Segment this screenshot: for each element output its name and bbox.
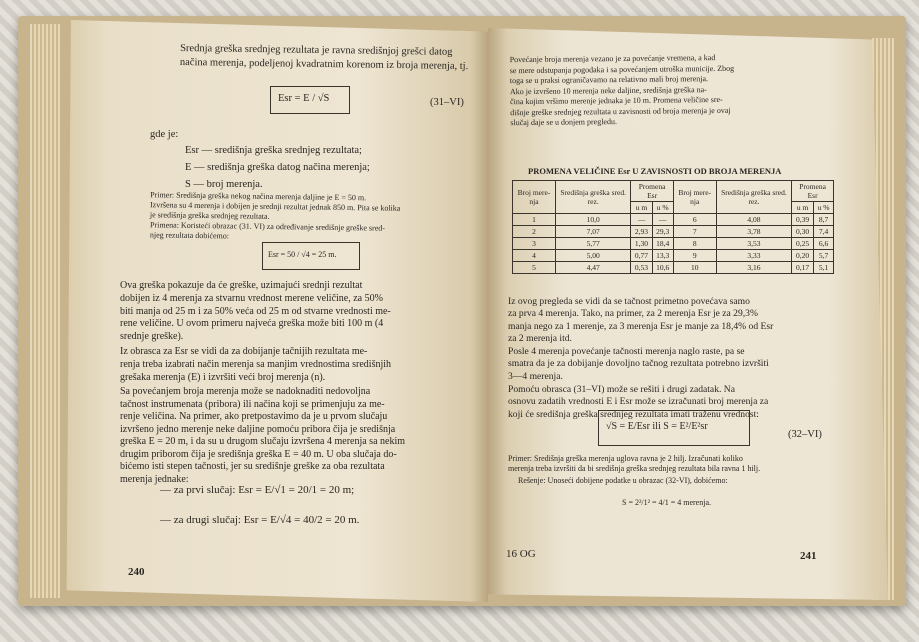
- text-line: renje veličina. Na primer, ako pretpostavimo da je u prvom slučaju: [120, 411, 388, 422]
- formula-number: (32–VI): [788, 429, 822, 440]
- table-title: PROMENA VELIČINE Esr U ZAVISNOSTI OD BROJA MERENJA: [528, 166, 782, 176]
- text-line: čina kojim vršimo merenje jednaka je 10 m. Promena veličine sre-: [510, 94, 723, 107]
- cell: 4: [513, 250, 556, 262]
- cell: 5: [513, 262, 556, 274]
- formula-example: Esr = 50 / √4 = 25 m.: [268, 250, 337, 259]
- text-line: Pomoću obrasca (31–VI) može se rešiti i drugi zadatak. Na: [508, 384, 735, 395]
- text-line: slučaj daje se u donjem pregledu.: [510, 117, 618, 128]
- definitions: [185, 142, 370, 193]
- text-line: dobijen iz 4 merenja za stvarnu vrednost merene veličine, za 50%: [120, 292, 383, 304]
- gde-je-label: gde je:: [150, 129, 179, 140]
- def-line: E — središnja greška datog načina merenja;: [185, 162, 370, 173]
- cell: 6,6: [814, 238, 834, 250]
- signature-mark: 16 OG: [506, 548, 536, 560]
- text-line: manja nego za 1 merenje, za 3 merenja Esr je manje za 18,4% od Esr: [508, 320, 774, 332]
- left-para-2: [120, 346, 391, 384]
- cell: 7,07: [555, 226, 630, 238]
- text-line: se mere odstupanja pogodaka i sa povećanjem utroška municije. Zbog: [509, 63, 735, 75]
- cell: 13,3: [652, 250, 673, 262]
- table-row: [513, 226, 834, 238]
- cell: 4,47: [555, 262, 630, 274]
- def-line: Esr — središnja greška srednjeg rezultata;: [185, 145, 362, 156]
- text-line: Posle 4 merenja povećanje tačnosti merenja naglo raste, pa se: [508, 346, 745, 357]
- formula-number: (31–VI): [430, 97, 464, 108]
- text-line: bićemo isti stepen tačnosti, jer su središnje greške za oba rezultata: [120, 461, 385, 472]
- cell: 0,17: [792, 262, 814, 274]
- text-line: Primer: Središnja greška nekog načina merenja daljine je E = 50 m.: [150, 190, 367, 203]
- cell: 29,3: [652, 226, 673, 238]
- col-sred: Središnja greška sred. rez.: [555, 181, 630, 214]
- cell: 8,7: [814, 214, 834, 226]
- col-upct: u %: [652, 202, 673, 214]
- cell: 10: [673, 262, 716, 274]
- text-line: greška E = 20 m, i da su u drugom slučaju izvršena 4 merenja sa nekim: [120, 436, 406, 447]
- text-line: načina merenja, podeljenoj kvadratnim korenom iz broja merenja, tj.: [179, 56, 469, 72]
- resenje-line: Rešenje: Unoseći dobijene podatke u obrazac (32-VI), dobićemo:: [518, 476, 728, 485]
- text-line: Iz obrasca za Esr se vidi da za dobijanje tačnijih rezultata me-: [120, 346, 368, 357]
- cell: 3: [513, 238, 556, 250]
- cell: 5,77: [555, 238, 630, 250]
- case-1-formula: — za prvi slučaj: Esr = E/√1 = 20/1 = 20 m;: [160, 484, 355, 496]
- cell: 10,6: [652, 262, 673, 274]
- text-line: za prva 4 merenja. Tako, na primer, za 2 merenja Esr je za 29,3%: [508, 308, 758, 320]
- text-line: grešaka merenja (E) i izvršiti veći broj merenja (n).: [120, 371, 326, 383]
- cell: 10,0: [555, 214, 630, 226]
- cell: 0,77: [631, 250, 652, 262]
- cell: 0,39: [792, 214, 814, 226]
- cell: 3,16: [716, 262, 791, 274]
- cell: 0,53: [631, 262, 652, 274]
- cell: 3,33: [716, 250, 791, 262]
- cell: 5,7: [814, 250, 834, 262]
- formula-result: S = 2²/1² = 4/1 = 4 merenja.: [622, 498, 711, 507]
- case-2-formula: — za drugi slučaj: Esr = E/√4 = 40/2 = 20 m.: [160, 514, 360, 526]
- col-um-2: u m: [792, 202, 814, 214]
- text-line: izvršeno jedno merenje neke daljine pomoću pribora čija je središnja: [120, 423, 396, 435]
- table-header-row: [513, 181, 834, 202]
- text-line: Primer: Središnja greška merenja uglova ravna je 2 hilj. Izračunati koliko: [508, 454, 743, 463]
- table-row: [513, 238, 834, 250]
- cell: 3,53: [716, 238, 791, 250]
- cell: 1,30: [631, 238, 652, 250]
- cell: 3,78: [716, 226, 791, 238]
- right-page-number: 241: [800, 550, 817, 562]
- text-line: srednje greške).: [120, 331, 184, 343]
- text-line: toga se u praksi ograničavamo na relativno mali broj merenja.: [509, 74, 709, 86]
- text-line: drugim priborom čija je središnja greška E = 40 m. U oba slučaja do-: [120, 448, 397, 460]
- def-line: S — broj merenja.: [185, 179, 263, 190]
- col-um: u m: [631, 202, 652, 214]
- text-line: njeg rezultata dobićemo:: [149, 230, 230, 241]
- text-line: Povećanje broja merenja vezano je za povećanje vremena, a kad: [509, 53, 716, 65]
- col-broj: Broj mere-nja: [513, 181, 556, 214]
- left-primena: [150, 220, 385, 243]
- left-primer: [150, 190, 401, 223]
- cell: 6: [673, 214, 716, 226]
- cell: 8: [673, 238, 716, 250]
- formula-31: Esr = E / √S: [278, 93, 330, 104]
- cell: 4,08: [716, 214, 791, 226]
- text-line: Srednja greška srednjeg rezultata je ravna središnjoj grešci datog: [180, 42, 453, 58]
- left-para-1: [120, 280, 391, 344]
- text-line: smatra da je za dobijanje dovoljno tačnog rezultata potrebno izvršiti: [508, 358, 769, 370]
- left-page-edges: [30, 24, 60, 598]
- text-line: merenja jednake:: [120, 473, 189, 485]
- text-line: rene veličine. U ovom primeru najveća greška može biti 100 m (4: [120, 318, 384, 330]
- left-para-3: [120, 386, 405, 486]
- text-line: merenja treba izvršiti da bi središnja greška srednjeg rezultata bila ravna 1 hilj.: [508, 464, 761, 473]
- table-row: [513, 262, 834, 274]
- measurement-table: [512, 180, 834, 274]
- cell: 1: [513, 214, 556, 226]
- table-row: [513, 250, 834, 262]
- cell: 2: [513, 226, 556, 238]
- text-line: renja treba izabrati način merenja sa manjim vrednostima središnjih: [120, 358, 392, 370]
- right-para-2: [508, 296, 773, 345]
- text-line: Iz ovog pregleda se vidi da se tačnost primetno povećava samo: [508, 296, 750, 307]
- right-para-1: [510, 53, 735, 129]
- text-line: Ova greška pokazuje da će greške, uzimajući srednji rezultat: [120, 280, 363, 291]
- cell: 18,4: [652, 238, 673, 250]
- col-broj-2: Broj mere-nja: [673, 181, 716, 214]
- text-line: osnovu zadatih vrednosti E i Esr može se izračunati broj merenja za: [508, 396, 769, 408]
- text-line: biti manja od 25 m i za 50% veća od 25 m od stvarne vrednosti me-: [120, 305, 391, 317]
- cell: 2,93: [631, 226, 652, 238]
- text-line: tačnost instrumenata (pribora) ili načina koji se primenjuju za me-: [120, 398, 385, 410]
- left-intro: [180, 42, 469, 73]
- cell: 5,00: [555, 250, 630, 262]
- col-promena-2: Promena Esr: [792, 181, 834, 202]
- left-page-number: 240: [128, 566, 145, 578]
- cell: 9: [673, 250, 716, 262]
- formula-32: √S = E/Esr ili S = E²/E²sr: [606, 421, 708, 432]
- right-primer: [508, 454, 760, 474]
- text-line: koji će središnja greška srednjeg rezultata imati traženu vrednost:: [508, 408, 759, 420]
- text-line: Sa povećanjem broja merenja može se nadoknaditi nedovoljna: [120, 386, 371, 397]
- cell: 0,30: [792, 226, 814, 238]
- text-line: Primena: Koristeći obrazac (31. VI) za određivanje središnje greške sred-: [150, 220, 386, 233]
- table-row: [513, 214, 834, 226]
- col-sred-2: Središnja greška sred. rez.: [716, 181, 791, 214]
- text-line: 3—4 merenja.: [508, 370, 563, 382]
- cell: —: [652, 214, 673, 226]
- col-upct-2: u %: [814, 202, 834, 214]
- text-line: dišnje greške srednjeg rezultata u zavisnosti od broja merenja je ovaj: [510, 105, 731, 117]
- cell: 5,1: [814, 262, 834, 274]
- text-line: Ako je izvršeno 10 merenja neke daljine, središnja greška na-: [509, 84, 707, 96]
- cell: 7: [673, 226, 716, 238]
- cell: 7,4: [814, 226, 834, 238]
- text-line: je središnja greška srednjeg rezultata.: [149, 210, 270, 221]
- col-promena: Promena Esr: [631, 181, 673, 202]
- cell: 0,20: [792, 250, 814, 262]
- text-line: Izvršena su 4 merenja i dobijen je srednji rezultat jednak 850 m. Pita se kolika: [149, 200, 401, 213]
- text-line: za 2 merenja itd.: [508, 332, 572, 344]
- right-para-3: [508, 346, 769, 383]
- cell: 0,25: [792, 238, 814, 250]
- cell: —: [631, 214, 652, 226]
